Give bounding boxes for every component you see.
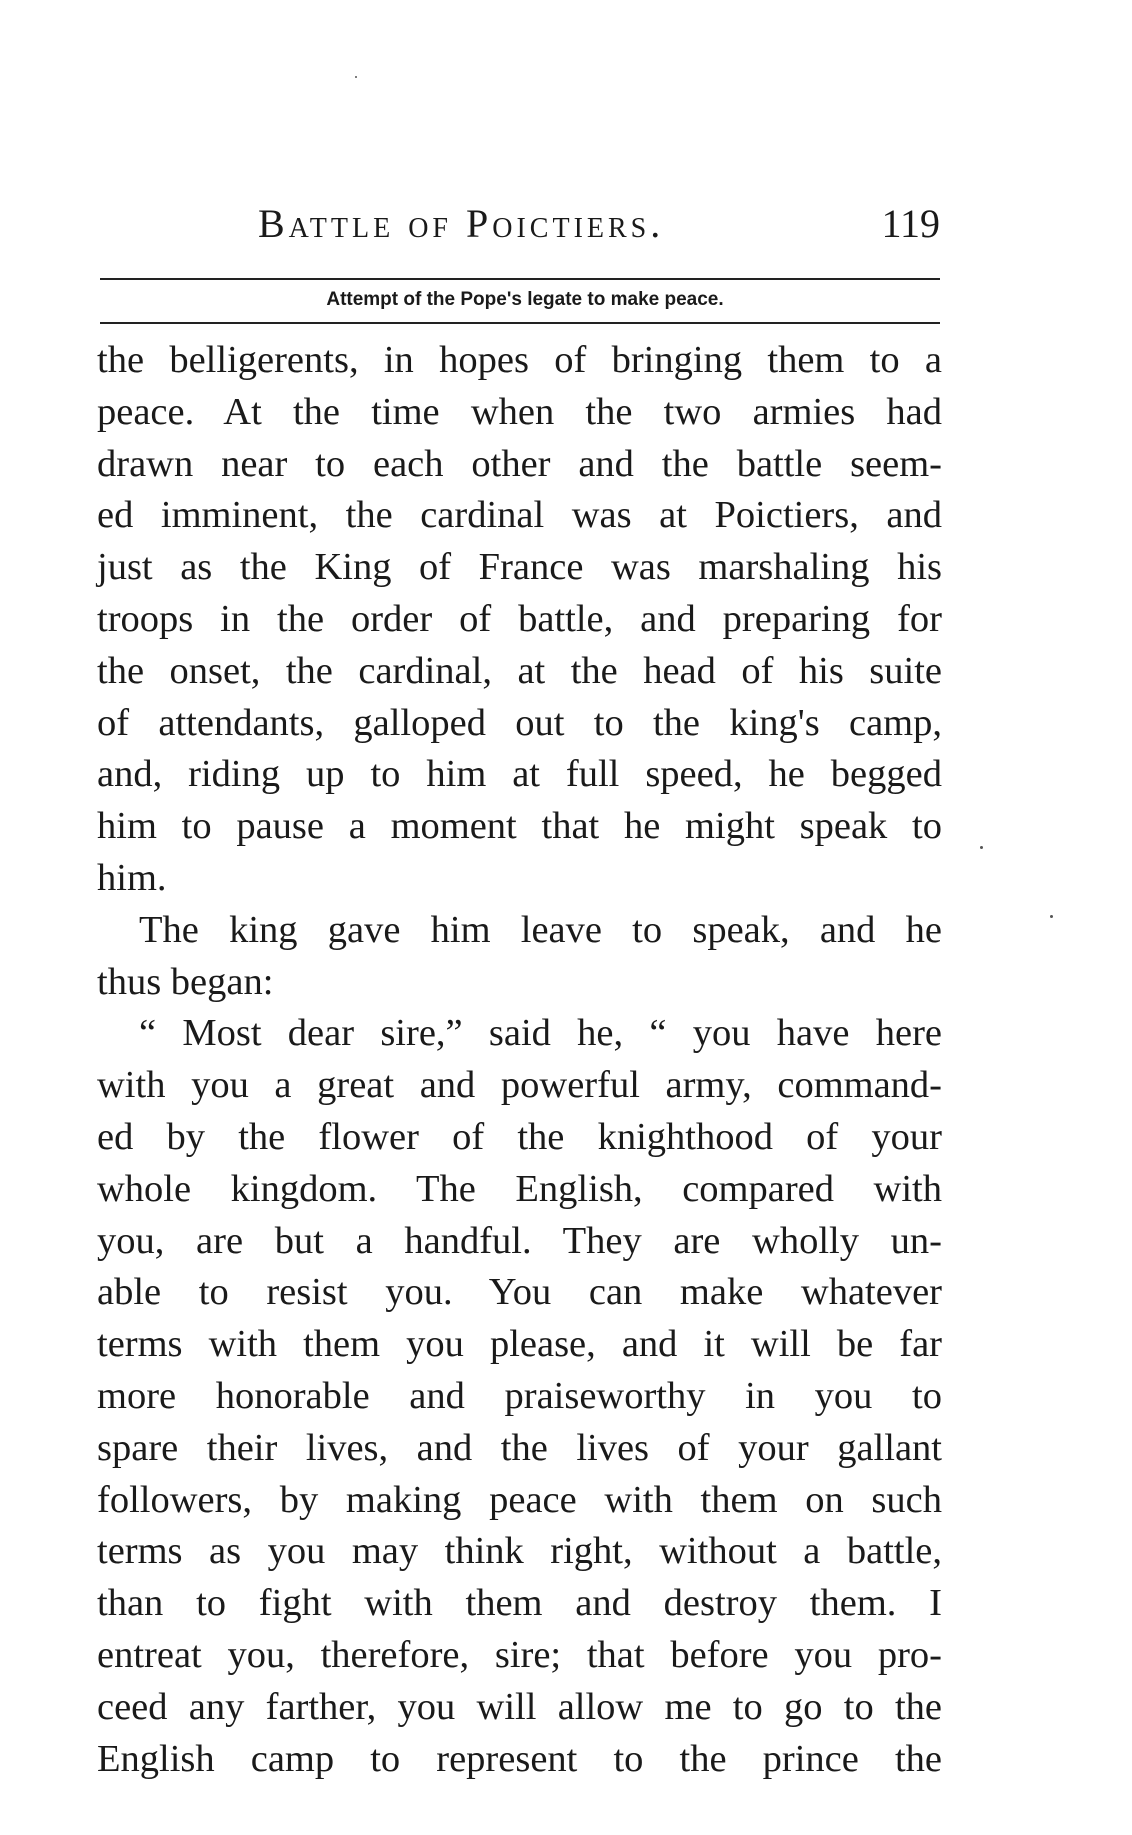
text-line: than to fight with them and destroy them. I [97,1582,942,1625]
text-line: terms with them you please, and it will be far [97,1323,942,1366]
text-line: ed imminent, the cardinal was at Poictiers, and [97,494,942,537]
text-line: followers, by making peace with them on such [97,1478,942,1521]
text-line: him to pause a moment that he might speak to [97,805,942,848]
text-line: “ Most dear sire,” said he, “ you have here [139,1012,942,1055]
text-line: more honorable and praiseworthy in you to [97,1374,942,1417]
section-subheading: Attempt of the Pope's legate to make peace. [326,289,724,310]
text-line: terms as you may think right, without a battle, [97,1530,942,1573]
text-line: entreat you, therefore, sire; that before you pro- [97,1633,942,1676]
text-line: you, are but a handful. They are wholly un- [97,1219,942,1262]
text-line: ed by the flower of the knighthood of your [97,1115,942,1158]
text-line: able to resist you. You can make whatever [97,1271,942,1314]
print-speck [980,846,983,849]
print-speck [355,76,357,78]
print-speck [1050,915,1053,918]
header-rule-bottom [100,322,940,324]
text-line: The king gave him leave to speak, and he [139,908,942,951]
running-title: Battle of Poictiers. [258,201,665,246]
text-line: drawn near to each other and the battle seem- [97,442,942,485]
text-line: the belligerents, in hopes of bringing them to a [97,339,942,381]
text-line: English camp to represent to the prince the [97,1737,942,1780]
text-line: peace. At the time when the two armies had [97,390,942,433]
text-line: with you a great and powerful army, command- [97,1064,942,1107]
text-line: spare their lives, and the lives of your gallant [97,1426,942,1469]
text-line: and, riding up to him at full speed, he begged [97,753,942,796]
text-line: just as the King of France was marshaling his [97,546,942,589]
text-line: thus began: [97,960,274,1003]
page-number: 119 [881,201,940,246]
text-line: troops in the order of battle, and preparing for [97,597,942,640]
text-line: him. [97,856,167,899]
text-line: ceed any farther, you will allow me to go to the [97,1685,942,1728]
text-line: the onset, the cardinal, at the head of his suite [97,649,942,692]
text-line: of attendants, galloped out to the king's camp, [97,701,942,744]
body-text [97,335,942,1785]
text-line: whole kingdom. The English, compared with [97,1167,942,1210]
header-rule-top [100,278,940,280]
running-head [100,200,940,248]
